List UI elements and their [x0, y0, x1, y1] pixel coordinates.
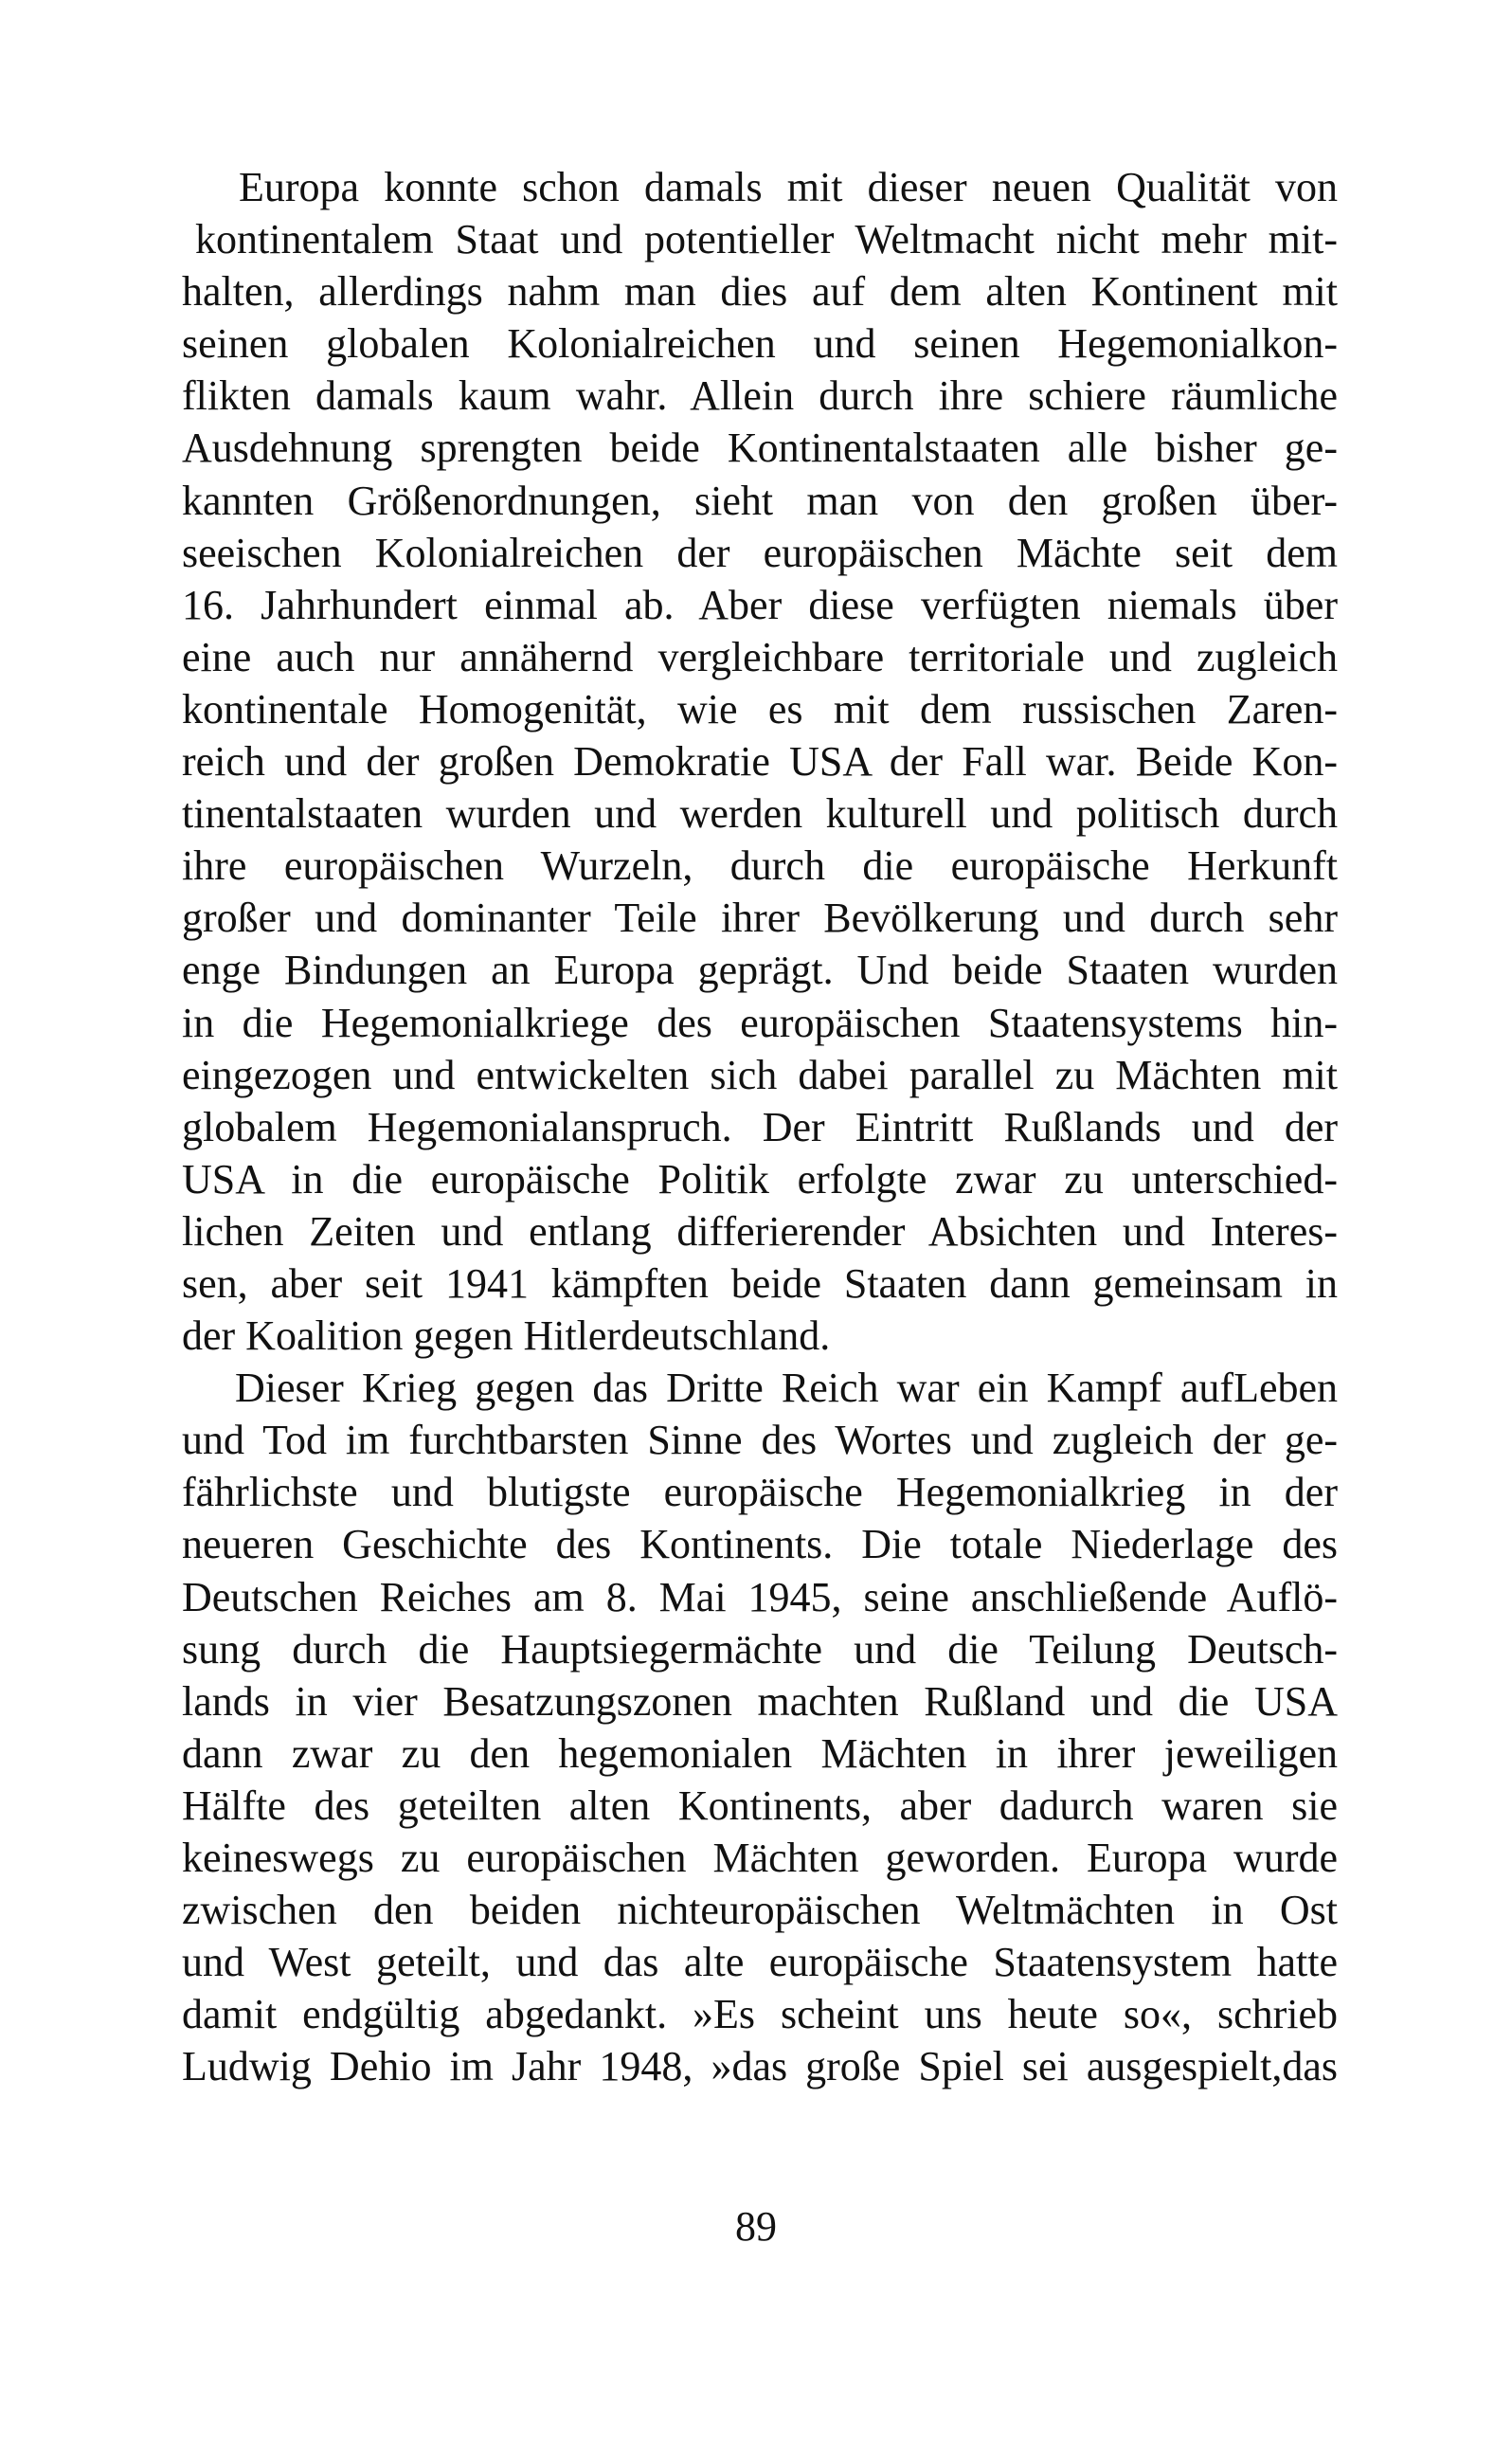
text-line: lands in vier Besatzungszonen machten Rußland und die USA	[182, 1677, 1338, 1725]
text-line: Ludwig Dehio im Jahr 1948, »das große Spiel sei ausgespielt,das	[182, 2043, 1338, 2090]
text-line: und West geteilt, und das alte europäische Staatensystem hatte	[182, 1939, 1338, 1986]
text-line: enge Bindungen an Europa geprägt. Und beide Staaten wurden	[182, 947, 1338, 994]
text-line: USA in die europäische Politik erfolgte zwar zu unterschied-	[182, 1155, 1338, 1203]
text-line: kontinentalem Staat und potentieller Weltmacht nicht mehr mit-	[195, 216, 1338, 263]
text-line: Ausdehnung sprengten beide Kontinentalstaaten alle bisher ge-	[182, 425, 1338, 472]
text-line: und Tod im furchtbarsten Sinne des Wortes und zugleich der ge-	[182, 1417, 1338, 1464]
text-line: lichen Zeiten und entlang differierender Absichten und Interes-	[182, 1207, 1338, 1255]
text-line: großer und dominanter Teile ihrer Bevölkerung und durch sehr	[182, 895, 1338, 942]
text-line: zwischen den beiden nichteuropäischen Weltmächten in Ost	[182, 1887, 1338, 1934]
paragraph-2	[182, 1362, 1338, 2092]
text-line: reich und der großen Demokratie USA der Fall war. Beide Kon-	[182, 738, 1338, 786]
text-line: sen, aber seit 1941 kämpften beide Staaten dann gemeinsam in	[182, 1259, 1338, 1307]
text-line: seeischen Kolonialreichen der europäischen Mächte seit dem	[182, 529, 1338, 576]
text-line: der Koalition gegen Hitlerdeutschland.	[182, 1312, 831, 1360]
text-line: halten, allerdings nahm man dies auf dem alten Kontinent mit	[182, 268, 1338, 316]
paragraph-1	[182, 161, 1338, 1362]
page-number: 89	[735, 2203, 777, 2250]
text-line: fährlichste und blutigste europäische Hegemonialkrieg in der	[182, 1469, 1338, 1516]
text-line: Hälfte des geteilten alten Kontinents, aber dadurch waren sie	[182, 1782, 1338, 1829]
text-line: 16. Jahrhundert einmal ab. Aber diese verfügten niemals über	[182, 581, 1338, 628]
text-line: flikten damals kaum wahr. Allein durch ihre schiere räumliche	[182, 372, 1338, 420]
text-line: keineswegs zu europäischen Mächten geworden. Europa wurde	[182, 1835, 1338, 1881]
text-line: neueren Geschichte des Kontinents. Die totale Niederlage des	[182, 1521, 1338, 1568]
text-line: Deutschen Reiches am 8. Mai 1945, seine anschließende Auflö-	[182, 1573, 1338, 1620]
text-line: Europa konnte schon damals mit dieser neuen Qualität von	[239, 164, 1338, 210]
text-line: tinentalstaaten wurden und werden kulturell und politisch durch	[182, 790, 1338, 838]
text-line: in die Hegemonialkriege des europäischen Staatensystems hin-	[182, 999, 1338, 1046]
text-line: seinen globalen Kolonialreichen und seinen Hegemonialkon-	[182, 320, 1338, 368]
text-line: globalem Hegemonialanspruch. Der Eintritt Rußlands und der	[182, 1103, 1338, 1150]
text-line: damit endgültig abgedankt. »Es scheint uns heute so«, schrieb	[182, 1991, 1338, 2038]
text-line: kontinentale Homogenität, wie es mit dem russischen Zaren-	[182, 685, 1338, 733]
body-text	[182, 161, 1338, 2092]
text-line: dann zwar zu den hegemonialen Mächten in ihrer jeweiligen	[182, 1729, 1338, 1777]
text-line: eingezogen und entwickelten sich dabei parallel zu Mächten mit	[182, 1051, 1338, 1098]
text-line: sung durch die Hauptsiegermächte und die Teilung Deutsch-	[182, 1625, 1338, 1673]
text-line: Dieser Krieg gegen das Dritte Reich war ein Kampf aufLeben	[235, 1365, 1338, 1412]
text-line: ihre europäischen Wurzeln, durch die europäische Herkunft	[182, 842, 1338, 890]
text-line: eine auch nur annähernd vergleichbare territoriale und zugleich	[182, 633, 1338, 680]
text-line: kannten Größenordnungen, sieht man von den großen über-	[182, 477, 1338, 524]
